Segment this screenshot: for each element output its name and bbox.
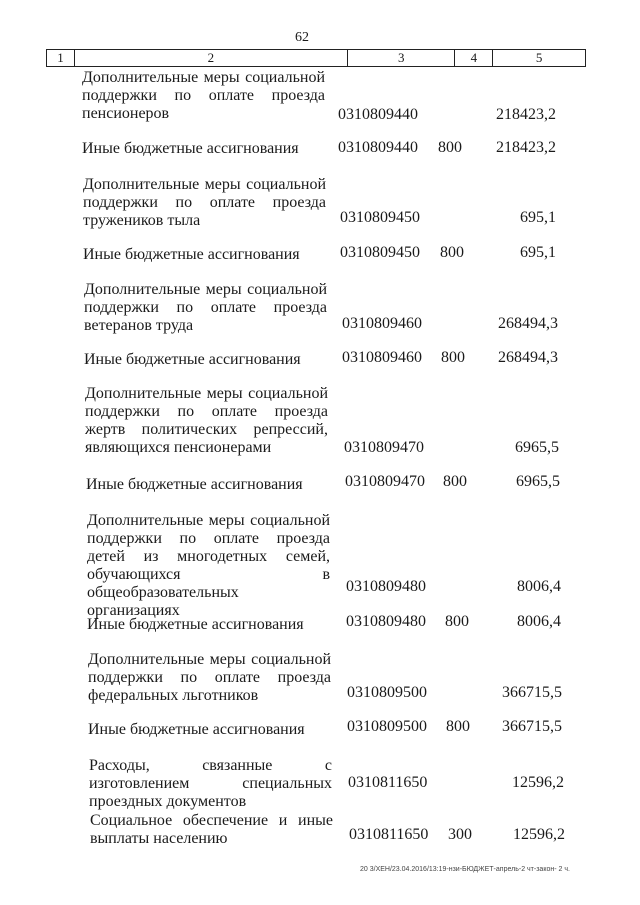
row-amount: 366715,5 bbox=[502, 718, 562, 735]
row-target-code: 0310809470 bbox=[344, 439, 424, 456]
row-expense-type: 800 bbox=[438, 139, 462, 156]
row-target-code: 0310809500 bbox=[347, 684, 427, 701]
row-description: Иные бюджетные ассигнования bbox=[86, 476, 303, 493]
header-col-2: 2 bbox=[75, 50, 348, 66]
row-amount: 695,1 bbox=[520, 244, 556, 261]
row-description: Дополнительные меры социальной поддержки по оплате проезда жертв политических репрессий, являющихся пенсионерами bbox=[85, 385, 328, 456]
row-amount: 218423,2 bbox=[496, 139, 556, 156]
row-amount: 12596,2 bbox=[512, 774, 564, 791]
row-amount: 268494,3 bbox=[498, 315, 558, 332]
row-amount: 366715,5 bbox=[502, 684, 562, 701]
row-description: Иные бюджетные ассигнования bbox=[88, 721, 305, 738]
row-expense-type: 800 bbox=[441, 349, 465, 366]
row-description: Иные бюджетные ассигнования bbox=[82, 140, 299, 157]
row-target-code: 0310809460 bbox=[342, 315, 422, 332]
row-description: Расходы, связанные с изготовлением специальных проездных документов bbox=[89, 757, 332, 810]
row-target-code: 0310811650 bbox=[349, 826, 429, 843]
row-description: Дополнительные меры социальной поддержки по оплате проезда пенсионеров bbox=[82, 69, 325, 122]
row-description: Дополнительные меры социальной поддержки по оплате проезда федеральных льготников bbox=[88, 651, 331, 704]
row-target-code: 0310809440 bbox=[338, 106, 418, 123]
row-description: Дополнительные меры социальной поддержки по оплате проезда тружеников тыла bbox=[83, 176, 326, 229]
row-target-code: 0310809480 bbox=[346, 578, 426, 595]
row-amount: 268494,3 bbox=[498, 349, 558, 366]
header-col-1: 1 bbox=[47, 50, 75, 66]
row-target-code: 0310809500 bbox=[347, 718, 427, 735]
row-amount: 8006,4 bbox=[517, 613, 561, 630]
header-col-3: 3 bbox=[348, 50, 456, 66]
row-description: Дополнительные меры социальной поддержки по оплате проезда детей из многодетных семей, обучающихся в общеобразовательных организациях bbox=[87, 512, 330, 619]
row-description: Дополнительные меры социальной поддержки по оплате проезда ветеранов труда bbox=[84, 281, 327, 334]
row-amount: 218423,2 bbox=[496, 106, 556, 123]
row-expense-type: 800 bbox=[443, 473, 467, 490]
page-number: 62 bbox=[295, 30, 309, 45]
row-expense-type: 800 bbox=[446, 718, 470, 735]
row-target-code: 0310809460 bbox=[342, 349, 422, 366]
row-expense-type: 300 bbox=[448, 826, 472, 843]
row-amount: 6965,5 bbox=[516, 473, 560, 490]
row-description: Иные бюджетные ассигнования bbox=[84, 351, 301, 368]
row-description: Иные бюджетные ассигнования bbox=[87, 616, 304, 633]
header-col-5: 5 bbox=[535, 50, 543, 65]
row-target-code: 0310811650 bbox=[348, 774, 428, 791]
row-expense-type: 800 bbox=[445, 613, 469, 630]
row-expense-type: 800 bbox=[440, 244, 464, 261]
row-target-code: 0310809440 bbox=[338, 139, 418, 156]
row-amount: 6965,5 bbox=[515, 439, 559, 456]
row-amount: 12596,2 bbox=[513, 826, 565, 843]
header-col-4: 4 bbox=[455, 50, 493, 66]
row-amount: 8006,4 bbox=[517, 578, 561, 595]
row-description: Социальное обеспечение и иные выплаты населению bbox=[90, 812, 333, 847]
row-description: Иные бюджетные ассигнования bbox=[83, 246, 300, 263]
row-target-code: 0310809450 bbox=[340, 209, 420, 226]
row-target-code: 0310809470 bbox=[345, 473, 425, 490]
row-target-code: 0310809450 bbox=[340, 244, 420, 261]
row-target-code: 0310809480 bbox=[346, 613, 426, 630]
document-footer: 20 3/ХЕН/23.04.2016/13:19-нзи-БЮДЖЕТ-апрель-2 чт-закон- 2 ч. bbox=[360, 866, 570, 873]
row-amount: 695,1 bbox=[520, 209, 556, 226]
